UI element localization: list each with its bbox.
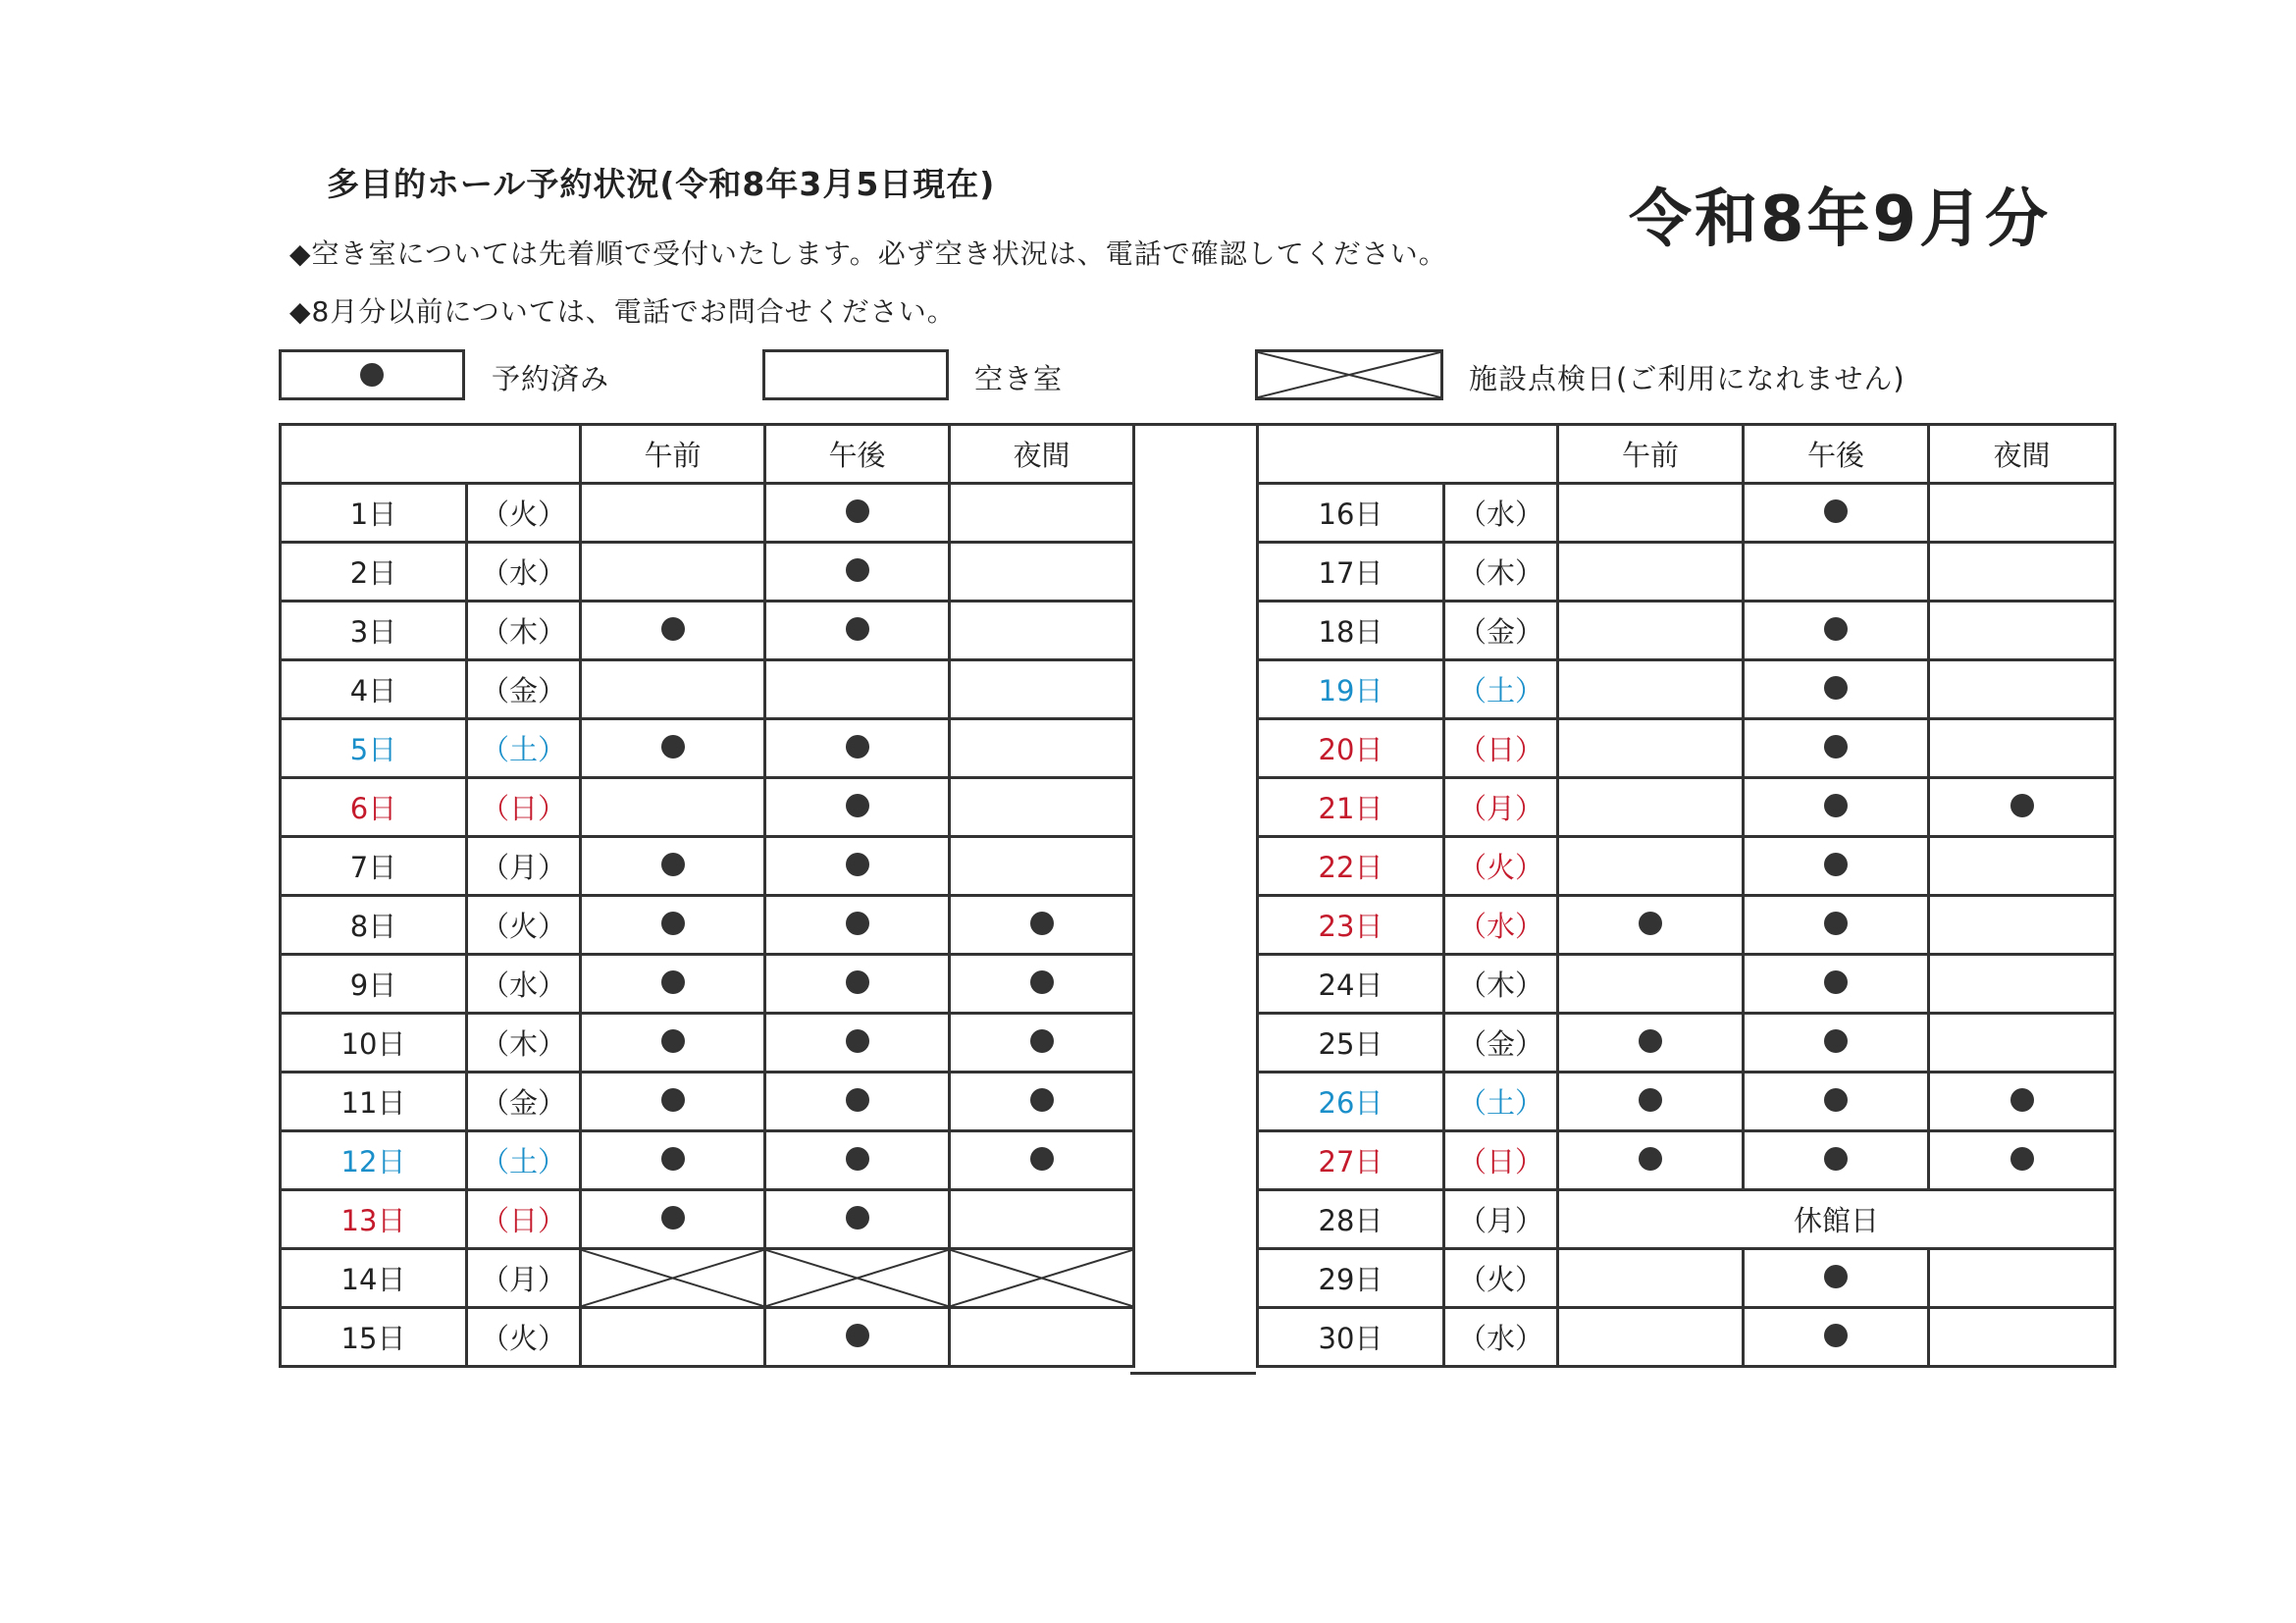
reserved-cell-pm xyxy=(1744,1073,1929,1131)
empty-cell-am xyxy=(1558,778,1744,837)
empty-cell-night xyxy=(1929,837,2115,896)
reserved-cell-night xyxy=(950,896,1134,955)
date-cell: 26日 xyxy=(1258,1073,1444,1131)
weekday-cell: （土） xyxy=(467,1131,581,1190)
reserved-cell-pm xyxy=(765,1308,950,1367)
empty-cell-am xyxy=(1558,484,1744,543)
reserved-cell-pm xyxy=(765,778,950,837)
reserved-cell-night xyxy=(1929,778,2115,837)
date-cell: 23日 xyxy=(1258,896,1444,955)
reserved-dot-icon xyxy=(1824,1029,1848,1053)
reserved-dot-icon xyxy=(2010,1088,2034,1112)
reserved-dot-icon xyxy=(1824,1324,1848,1347)
table-row xyxy=(281,896,1134,955)
reserved-cell-pm xyxy=(1744,1131,1929,1190)
table-header-row xyxy=(281,425,1134,484)
table-row xyxy=(281,1131,1134,1190)
empty-cell-night xyxy=(950,543,1134,602)
empty-cell-am xyxy=(581,484,765,543)
reserved-dot-icon xyxy=(661,735,685,759)
reserved-dot-icon xyxy=(1824,735,1848,759)
reserved-dot-icon xyxy=(846,794,869,817)
reserved-dot-icon xyxy=(1639,1147,1662,1171)
reserved-cell-pm xyxy=(1744,484,1929,543)
empty-cell-night xyxy=(1929,543,2115,602)
table-row xyxy=(1258,1131,2115,1190)
weekday-cell: （火） xyxy=(1444,837,1558,896)
date-cell: 29日 xyxy=(1258,1249,1444,1308)
empty-cell-night xyxy=(950,660,1134,719)
weekday-cell: （土） xyxy=(467,719,581,778)
weekday-cell: （木） xyxy=(467,602,581,660)
reserved-cell-am xyxy=(1558,1014,1744,1073)
page-title: 多目的ホール予約状況(令和8年3月5日現在) xyxy=(327,165,996,203)
reserved-dot-icon xyxy=(846,1029,869,1053)
reserved-cell-pm xyxy=(765,896,950,955)
reserved-cell-am xyxy=(581,1073,765,1131)
weekday-cell: （金） xyxy=(1444,1014,1558,1073)
reserved-cell-pm xyxy=(1744,955,1929,1014)
date-cell: 14日 xyxy=(281,1249,467,1308)
date-cell: 5日 xyxy=(281,719,467,778)
table-row xyxy=(1258,1190,2115,1249)
reserved-dot-icon xyxy=(1824,499,1848,523)
empty-cell-am xyxy=(1558,1308,1744,1367)
weekday-cell: （土） xyxy=(1444,660,1558,719)
table-row xyxy=(281,778,1134,837)
reserved-dot-icon xyxy=(846,735,869,759)
table-row xyxy=(281,837,1134,896)
date-cell: 25日 xyxy=(1258,1014,1444,1073)
empty-cell-night xyxy=(950,1190,1134,1249)
reserved-cell-night xyxy=(1929,1073,2115,1131)
weekday-cell: （水） xyxy=(1444,896,1558,955)
reserved-cell-pm xyxy=(1744,1249,1929,1308)
date-cell: 3日 xyxy=(281,602,467,660)
reserved-dot-icon xyxy=(846,970,869,994)
weekday-cell: （火） xyxy=(467,1308,581,1367)
cross-icon xyxy=(766,1250,948,1306)
reserved-cell-pm xyxy=(765,484,950,543)
empty-cell-night xyxy=(950,484,1134,543)
date-cell: 30日 xyxy=(1258,1308,1444,1367)
table-row xyxy=(281,1249,1134,1308)
weekday-cell: （日） xyxy=(1444,719,1558,778)
date-cell: 22日 xyxy=(1258,837,1444,896)
reserved-cell-pm xyxy=(1744,778,1929,837)
empty-cell-am xyxy=(581,1308,765,1367)
weekday-cell: （水） xyxy=(1444,1308,1558,1367)
reserved-cell-am xyxy=(1558,896,1744,955)
reserved-cell-am xyxy=(581,1190,765,1249)
date-cell: 9日 xyxy=(281,955,467,1014)
header-am: 午前 xyxy=(581,425,765,484)
reserved-cell-pm xyxy=(1744,602,1929,660)
legend-vacant-label: 空き室 xyxy=(974,362,1064,395)
reserved-cell-night xyxy=(950,1014,1134,1073)
weekday-cell: （火） xyxy=(467,484,581,543)
table-gap xyxy=(1130,423,1256,1375)
date-cell: 8日 xyxy=(281,896,467,955)
reserved-dot-icon xyxy=(846,617,869,641)
weekday-cell: （火） xyxy=(467,896,581,955)
reserved-dot-icon xyxy=(1824,1265,1848,1288)
date-cell: 24日 xyxy=(1258,955,1444,1014)
inspection-cell-am xyxy=(581,1249,765,1308)
reserved-cell-am xyxy=(581,896,765,955)
reserved-cell-pm xyxy=(1744,1308,1929,1367)
date-cell: 13日 xyxy=(281,1190,467,1249)
table-header-row xyxy=(1258,425,2115,484)
table-row xyxy=(281,602,1134,660)
reserved-dot-icon xyxy=(1639,1029,1662,1053)
reserved-dot-icon xyxy=(661,912,685,935)
weekday-cell: （月） xyxy=(467,1249,581,1308)
weekday-cell: （月） xyxy=(467,837,581,896)
weekday-cell: （日） xyxy=(467,1190,581,1249)
header-blank xyxy=(1258,425,1558,484)
table-row xyxy=(281,1073,1134,1131)
reserved-dot-icon xyxy=(846,1324,869,1347)
reserved-dot-icon xyxy=(846,499,869,523)
reserved-dot-icon xyxy=(661,1088,685,1112)
reserved-cell-night xyxy=(950,1073,1134,1131)
reserved-dot-icon xyxy=(846,912,869,935)
reserved-dot-icon xyxy=(1824,970,1848,994)
table-row xyxy=(281,543,1134,602)
legend-inspection-label: 施設点検日(ご利用になれません) xyxy=(1469,362,1905,395)
date-cell: 6日 xyxy=(281,778,467,837)
reserved-cell-pm xyxy=(1744,719,1929,778)
closed-day-cell: 休館日 xyxy=(1558,1190,2115,1249)
reserved-dot-icon xyxy=(1639,1088,1662,1112)
reserved-cell-am xyxy=(581,1014,765,1073)
month-heading: 令和8年9月分 xyxy=(1629,183,2052,256)
date-cell: 1日 xyxy=(281,484,467,543)
date-cell: 7日 xyxy=(281,837,467,896)
date-cell: 20日 xyxy=(1258,719,1444,778)
empty-cell-night xyxy=(950,719,1134,778)
empty-cell-night xyxy=(1929,660,2115,719)
reserved-dot-icon xyxy=(1824,617,1848,641)
reserved-cell-pm xyxy=(765,1014,950,1073)
empty-cell-night xyxy=(1929,719,2115,778)
weekday-cell: （日） xyxy=(467,778,581,837)
reserved-dot-icon xyxy=(1824,1147,1848,1171)
empty-cell-am xyxy=(581,778,765,837)
reserved-dot-icon xyxy=(1824,794,1848,817)
date-cell: 10日 xyxy=(281,1014,467,1073)
date-cell: 18日 xyxy=(1258,602,1444,660)
reserved-cell-pm xyxy=(1744,1014,1929,1073)
table-row xyxy=(1258,543,2115,602)
date-cell: 21日 xyxy=(1258,778,1444,837)
weekday-cell: （金） xyxy=(467,660,581,719)
weekday-cell: （木） xyxy=(1444,955,1558,1014)
table-row xyxy=(1258,1249,2115,1308)
reserved-dot-icon xyxy=(1030,1147,1054,1171)
empty-cell-night xyxy=(1929,955,2115,1014)
reserved-dot-icon xyxy=(1030,912,1054,935)
empty-cell-night xyxy=(1929,896,2115,955)
header-pm: 午後 xyxy=(1744,425,1929,484)
reserved-cell-am xyxy=(581,837,765,896)
date-cell: 16日 xyxy=(1258,484,1444,543)
weekday-cell: （金） xyxy=(1444,602,1558,660)
empty-cell-night xyxy=(1929,1308,2115,1367)
empty-cell-am xyxy=(1558,1249,1744,1308)
reserved-cell-am xyxy=(1558,1131,1744,1190)
reserved-cell-pm xyxy=(765,1190,950,1249)
date-cell: 2日 xyxy=(281,543,467,602)
empty-cell-am xyxy=(1558,837,1744,896)
empty-cell-am xyxy=(581,660,765,719)
empty-cell-pm xyxy=(765,660,950,719)
header-night: 夜間 xyxy=(950,425,1134,484)
reserved-dot-icon xyxy=(846,1206,869,1230)
reserved-dot-icon xyxy=(2010,794,2034,817)
reserved-cell-am xyxy=(581,602,765,660)
empty-cell-night xyxy=(950,1308,1134,1367)
weekday-cell: （月） xyxy=(1444,778,1558,837)
weekday-cell: （火） xyxy=(1444,1249,1558,1308)
table-row xyxy=(1258,1014,2115,1073)
reserved-dot-icon xyxy=(661,1029,685,1053)
reserved-dot-icon xyxy=(846,853,869,876)
header-pm: 午後 xyxy=(765,425,950,484)
reserved-dot-icon xyxy=(661,1147,685,1171)
table-row xyxy=(281,1014,1134,1073)
reserved-dot-icon xyxy=(661,853,685,876)
reserved-dot-icon xyxy=(1824,912,1848,935)
empty-cell-am xyxy=(1558,660,1744,719)
legend-inspection-box xyxy=(1255,349,1443,400)
reserved-dot-icon xyxy=(661,617,685,641)
table-row xyxy=(1258,778,2115,837)
reserved-dot-icon xyxy=(846,1088,869,1112)
reserved-dot-icon xyxy=(1030,1088,1054,1112)
reserved-dot-icon xyxy=(2010,1147,2034,1171)
schedule-table-left xyxy=(279,423,1135,1368)
empty-cell-night xyxy=(1929,1249,2115,1308)
date-cell: 17日 xyxy=(1258,543,1444,602)
cross-icon xyxy=(951,1250,1132,1306)
weekday-cell: （土） xyxy=(1444,1073,1558,1131)
empty-cell-night xyxy=(950,837,1134,896)
reserved-cell-pm xyxy=(765,1131,950,1190)
table-row xyxy=(1258,1073,2115,1131)
table-row xyxy=(281,660,1134,719)
empty-cell-night xyxy=(1929,484,2115,543)
table-row xyxy=(1258,660,2115,719)
empty-cell-night xyxy=(950,778,1134,837)
cross-icon xyxy=(582,1250,763,1306)
header-am: 午前 xyxy=(1558,425,1744,484)
weekday-cell: （木） xyxy=(467,1014,581,1073)
reserved-cell-pm xyxy=(765,1073,950,1131)
notice-august-inquiry: ◆8月分以前については、電話でお問合せください。 xyxy=(289,295,956,328)
empty-cell-night xyxy=(950,602,1134,660)
reserved-cell-pm xyxy=(765,602,950,660)
date-cell: 12日 xyxy=(281,1131,467,1190)
reserved-cell-night xyxy=(1929,1131,2115,1190)
header-blank xyxy=(281,425,581,484)
weekday-cell: （水） xyxy=(1444,484,1558,543)
empty-cell-night xyxy=(1929,602,2115,660)
reserved-dot-icon xyxy=(1639,912,1662,935)
reserved-dot-icon xyxy=(1824,1088,1848,1112)
reserved-cell-am xyxy=(581,955,765,1014)
empty-cell-am xyxy=(1558,602,1744,660)
reserved-dot-icon xyxy=(661,970,685,994)
inspection-cell-night xyxy=(950,1249,1134,1308)
reserved-cell-pm xyxy=(1744,896,1929,955)
reserved-cell-pm xyxy=(765,719,950,778)
legend-reserved-label: 予約済み xyxy=(492,362,610,395)
date-cell: 19日 xyxy=(1258,660,1444,719)
empty-cell-night xyxy=(1929,1014,2115,1073)
table-row xyxy=(281,955,1134,1014)
empty-cell-am xyxy=(1558,719,1744,778)
date-cell: 28日 xyxy=(1258,1190,1444,1249)
reserved-cell-pm xyxy=(765,955,950,1014)
legend-reserved-box xyxy=(279,349,465,400)
notice-first-come: ◆空き室については先着順で受付いたします。必ず空き状況は、電話で確認してください。 xyxy=(289,237,1447,270)
table-row xyxy=(1258,1308,2115,1367)
date-cell: 27日 xyxy=(1258,1131,1444,1190)
table-row xyxy=(1258,955,2115,1014)
empty-cell-am xyxy=(1558,543,1744,602)
reserved-cell-night xyxy=(950,955,1134,1014)
header-night: 夜間 xyxy=(1929,425,2115,484)
reserved-cell-am xyxy=(581,719,765,778)
reserved-dot-icon xyxy=(846,558,869,582)
date-cell: 15日 xyxy=(281,1308,467,1367)
reserved-cell-night xyxy=(950,1131,1134,1190)
table-row xyxy=(281,484,1134,543)
reserved-cell-am xyxy=(1558,1073,1744,1131)
reserved-cell-pm xyxy=(765,837,950,896)
weekday-cell: （日） xyxy=(1444,1131,1558,1190)
reserved-dot-icon xyxy=(661,1206,685,1230)
schedule-table-right xyxy=(1256,423,2116,1368)
table-row xyxy=(1258,484,2115,543)
date-cell: 4日 xyxy=(281,660,467,719)
reserved-dot-icon xyxy=(360,363,384,387)
cross-icon xyxy=(1258,352,1440,397)
weekday-cell: （金） xyxy=(467,1073,581,1131)
reserved-cell-am xyxy=(581,1131,765,1190)
reserved-dot-icon xyxy=(1030,1029,1054,1053)
empty-cell-am xyxy=(581,543,765,602)
reserved-dot-icon xyxy=(1030,970,1054,994)
weekday-cell: （水） xyxy=(467,955,581,1014)
table-row xyxy=(281,719,1134,778)
reserved-dot-icon xyxy=(846,1147,869,1171)
table-row xyxy=(1258,837,2115,896)
date-cell: 11日 xyxy=(281,1073,467,1131)
reserved-dot-icon xyxy=(1824,853,1848,876)
inspection-cell-pm xyxy=(765,1249,950,1308)
weekday-cell: （水） xyxy=(467,543,581,602)
table-row xyxy=(1258,896,2115,955)
empty-cell-am xyxy=(1558,955,1744,1014)
reserved-cell-pm xyxy=(765,543,950,602)
table-row xyxy=(281,1308,1134,1367)
reserved-dot-icon xyxy=(1824,676,1848,700)
table-row xyxy=(1258,602,2115,660)
table-row xyxy=(281,1190,1134,1249)
legend-vacant-box xyxy=(762,349,949,400)
reserved-cell-pm xyxy=(1744,660,1929,719)
table-row xyxy=(1258,719,2115,778)
empty-cell-pm xyxy=(1744,543,1929,602)
reserved-cell-pm xyxy=(1744,837,1929,896)
weekday-cell: （月） xyxy=(1444,1190,1558,1249)
weekday-cell: （木） xyxy=(1444,543,1558,602)
